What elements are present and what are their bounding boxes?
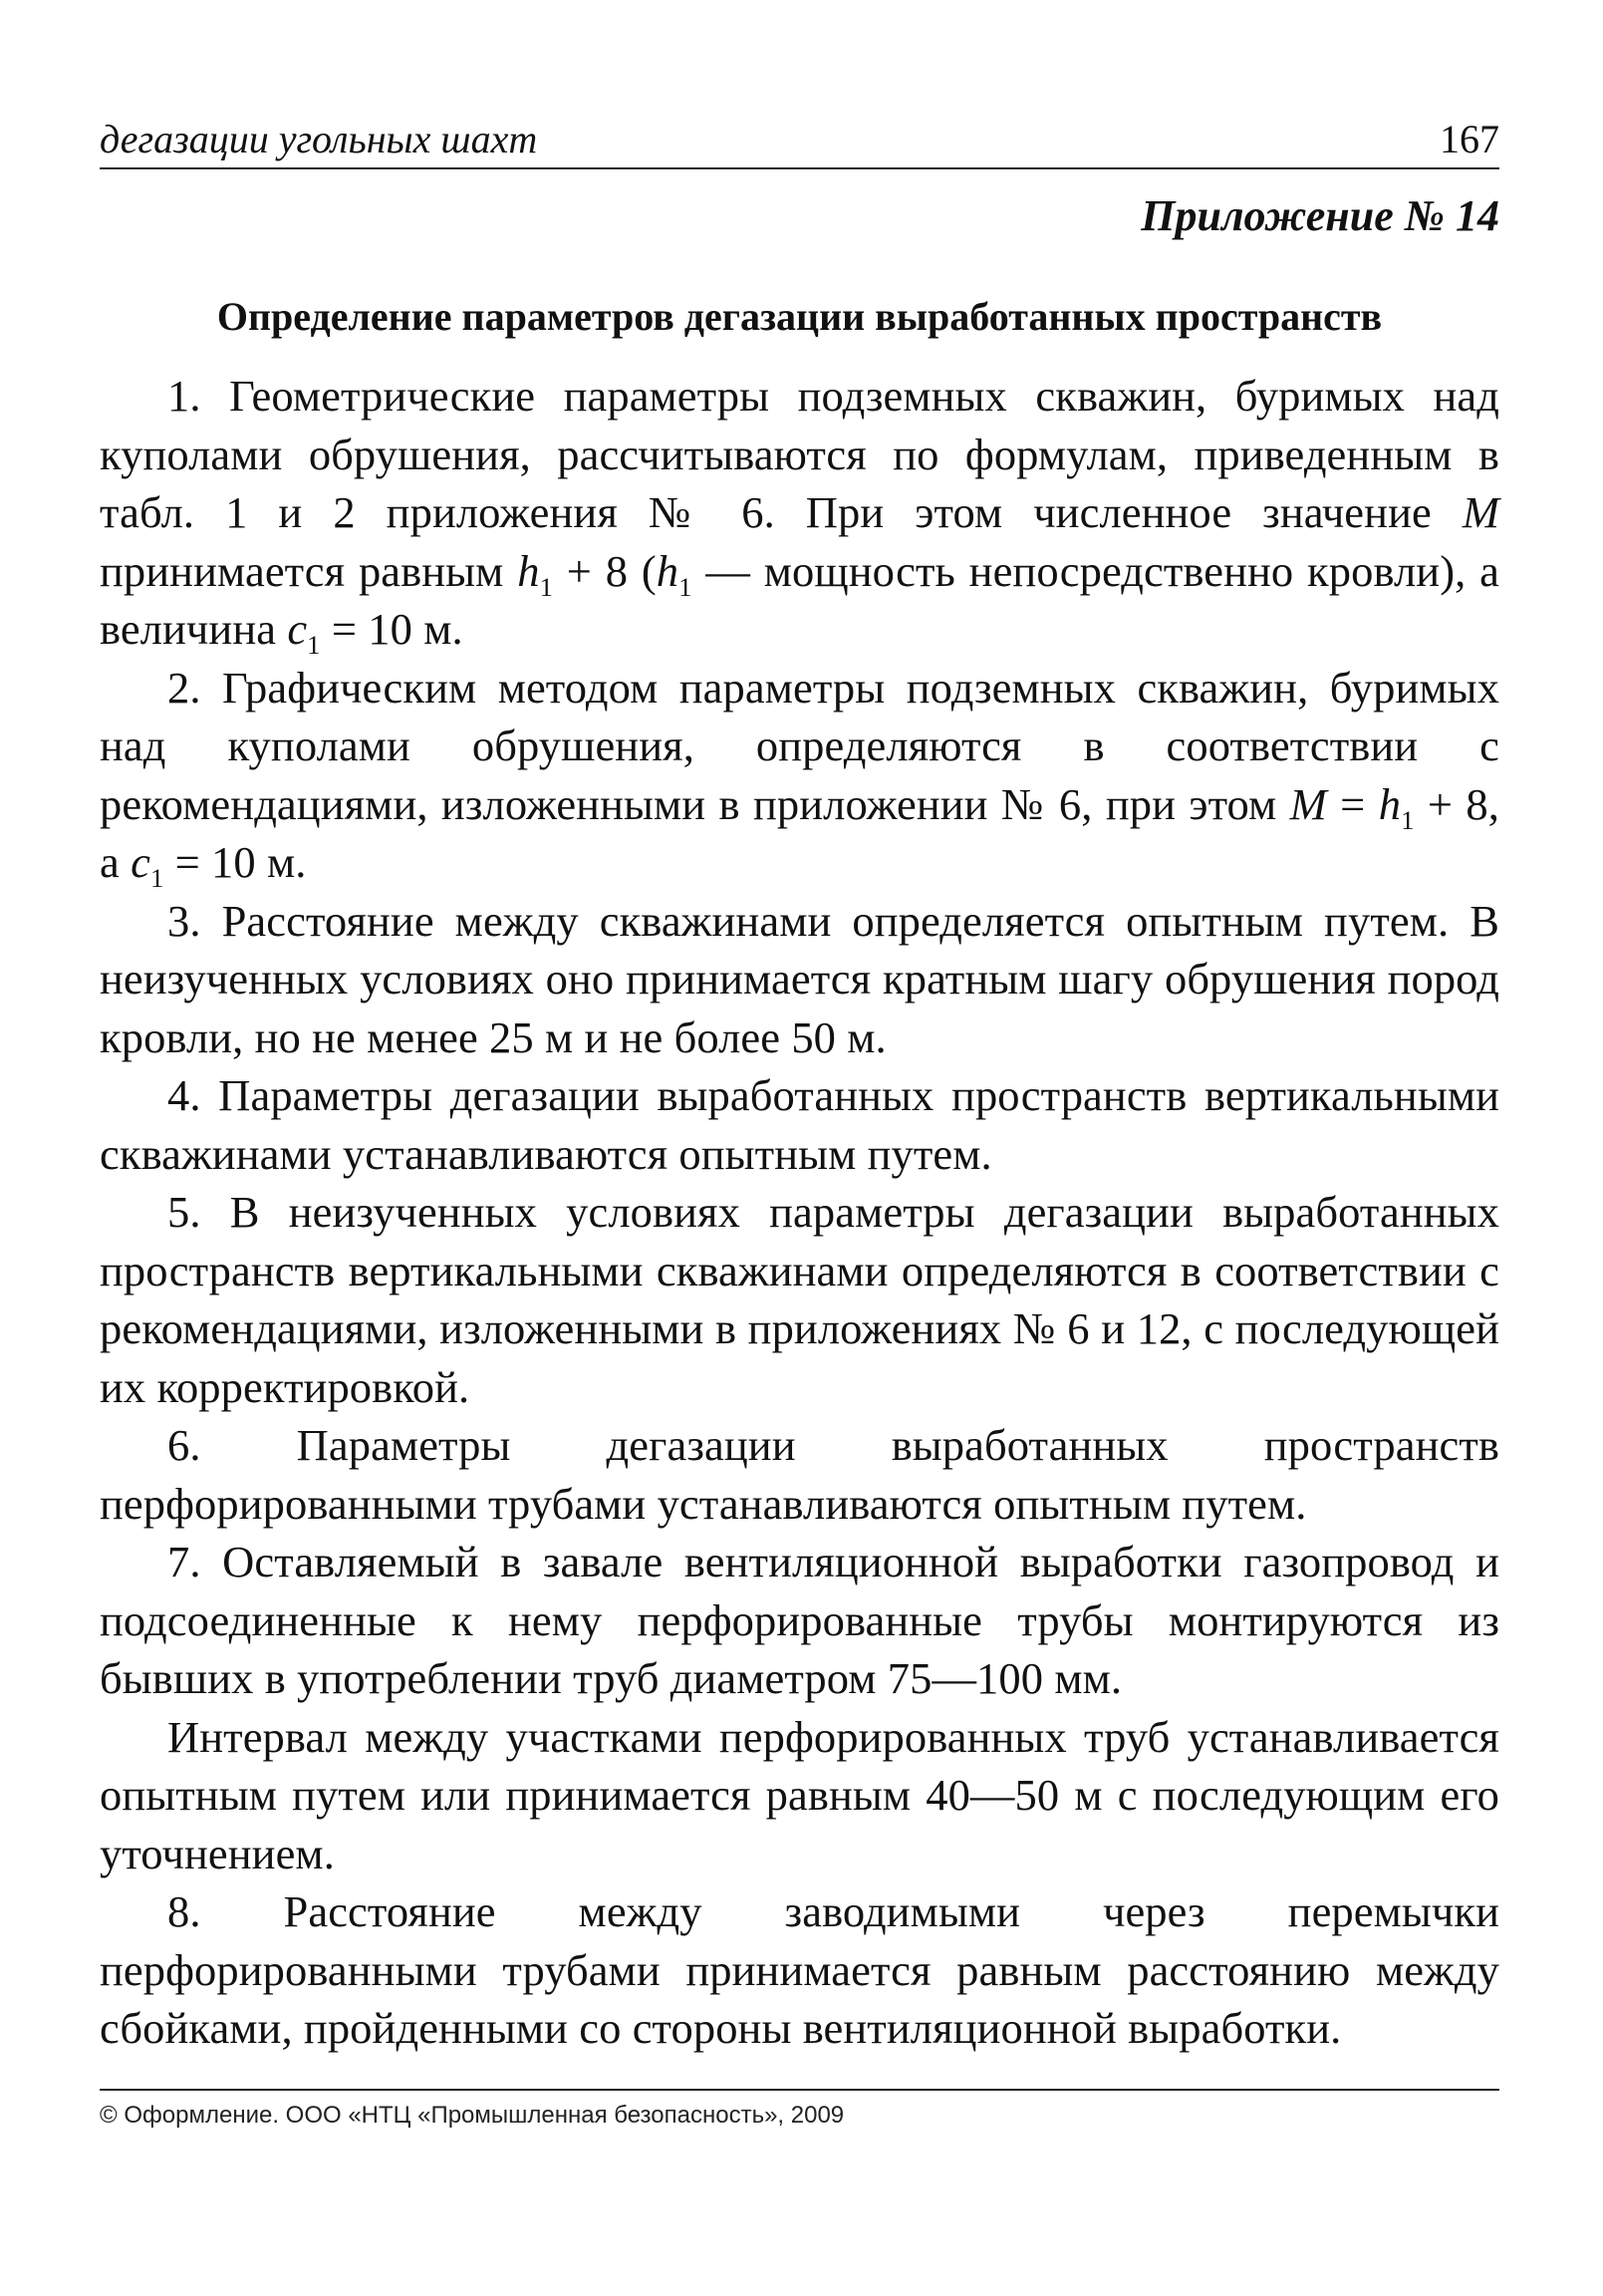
page-number: 167 xyxy=(1440,117,1499,161)
appendix-label: Приложение № 14 xyxy=(1141,191,1499,240)
variable-h: h xyxy=(1378,778,1402,829)
copyright-footer: © Оформление. ООО «НТЦ «Промышленная безопасность», 2009 xyxy=(100,2102,845,2129)
paragraph-6: 6. Параметры дегазации выработанных пространств перфорированными трубами устанавливаются опытным путем. xyxy=(100,1420,1499,1529)
footer-rule xyxy=(100,2089,1499,2091)
paragraph-8: 8. Расстояние между заводимыми через перемычки перфорированными трубами принимается равным расстоянию между сбойками, пройденными со стороны вентиляционной выработки. xyxy=(100,1886,1499,2053)
variable-h: h xyxy=(656,545,679,596)
paragraph-1: 1. Геометрические параметры подземных скважин, буримых над куполами обрушения, рассчитываются по формулам, приведенным в табл. 1 и 2 приложения № 6. При этом численное значение M принимается равным $h_1 + 8$ ($h_1$ — мощность непосредственно кровли), а величина $c_1 = 10$ м. xyxy=(100,371,1499,660)
variable-M: M xyxy=(1289,778,1327,829)
paragraph-5: 5. В неизученных условиях параметры дегазации выработанных пространств вертикальными скважинами определяются в соответствии с рекомендациями, изложенными в приложениях № 6 и 12, с последующей их корректировкой. xyxy=(100,1187,1499,1412)
running-header xyxy=(100,110,1499,169)
variable-h: h xyxy=(517,545,540,596)
paragraph-7-continued: Интервал между участками перфорированных труб устанавливается опытным путем или принимается равным 40—50 м с последующим его уточнением. xyxy=(100,1711,1499,1878)
variable-c: c xyxy=(287,604,308,654)
section-title: Определение параметров дегазации выработанных пространств xyxy=(216,294,1383,339)
body-text xyxy=(100,367,1499,2058)
paragraph-3: 3. Расстояние между скважинами определяется опытным путем. В неизученных условиях оно принимается кратным шагу обрушения пород кровли, но не менее 25 м и не более 50 м. xyxy=(100,895,1499,1062)
paragraph-2: 2. Графическим методом параметры подземных скважин, буримых над куполами обрушения, определяются в соответствии с рекомендациями, изложенными в приложении № 6, при этом $M = h_1 + 8$, а $c_1 = 10$ м. xyxy=(100,662,1499,893)
paragraph-7: 7. Оставляемый в завале вентиляционной выработки газопровод и подсоединенные к нему перфорированные трубы монтируются из бывших в употреблении труб диаметром 75—100 мм. xyxy=(100,1537,1499,1703)
variable-c: c xyxy=(131,837,150,887)
paragraph-4: 4. Параметры дегазации выработанных пространств вертикальными скважинами устанавливаются опытным путем. xyxy=(100,1070,1499,1179)
variable-M: M xyxy=(1462,487,1499,537)
running-title: дегазации угольных шахт xyxy=(100,117,538,161)
